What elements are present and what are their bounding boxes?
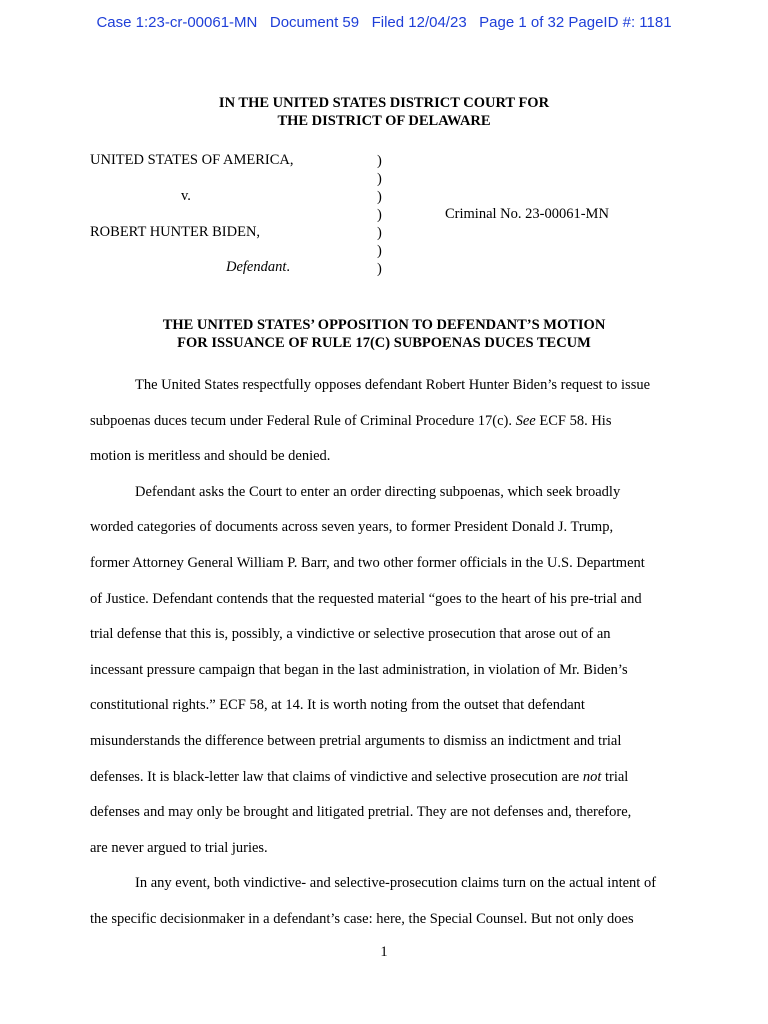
body-text-run: subpoenas duces tecum under Federal Rule of Criminal Procedure 17(c). xyxy=(90,412,516,429)
caption-paren-column xyxy=(377,152,382,278)
court-heading-line-1: IN THE UNITED STATES DISTRICT COURT FOR xyxy=(218,95,550,111)
caption-paren: ) xyxy=(377,261,382,277)
document-title-line-2: FOR ISSUANCE OF RULE 17(C) SUBPOENAS DUCES TECUM xyxy=(177,335,591,351)
court-heading-line-2: THE DISTRICT OF DELAWARE xyxy=(277,113,491,129)
caption-defendant-name: ROBERT HUNTER BIDEN, xyxy=(90,224,261,240)
ecf-filing-header: Case 1:23-cr-00061-MN Document 59 Filed 12/04/23 Page 1 of 32 PageID #: 1181 xyxy=(96,14,672,31)
body-line: incessant pressure campaign that began in the last administration, in violation of Mr. Biden’s xyxy=(90,661,628,678)
caption-paren: ) xyxy=(377,153,382,169)
court-heading xyxy=(0,94,768,130)
body-line: are never argued to trial juries. xyxy=(90,839,268,856)
caption-defendant-period: . xyxy=(286,259,291,275)
criminal-case-number: Criminal No. 23-00061-MN xyxy=(445,206,609,222)
caption-defendant-word: Defendant xyxy=(226,259,287,275)
emphasis-not: not xyxy=(582,768,602,785)
case-caption xyxy=(90,152,690,282)
document-title-line-1: THE UNITED STATES’ OPPOSITION TO DEFENDANT’S MOTION xyxy=(162,317,606,333)
page-number: 1 xyxy=(380,944,388,960)
caption-paren: ) xyxy=(377,207,382,223)
see-signal: See xyxy=(515,412,536,429)
caption-paren: ) xyxy=(377,171,382,187)
body-line: of Justice. Defendant contends that the requested material “goes to the heart of his pre-trial and xyxy=(90,590,642,607)
body-line xyxy=(90,760,680,796)
body-line: Defendant asks the Court to enter an order directing subpoenas, which seek broadly xyxy=(135,483,621,500)
body-text-run: trial xyxy=(601,768,629,785)
body-line xyxy=(90,404,680,440)
caption-plaintiff: UNITED STATES OF AMERICA, xyxy=(90,152,294,168)
body-text xyxy=(90,368,680,938)
body-line: misunderstands the difference between pretrial arguments to dismiss an indictment and trial xyxy=(90,732,622,749)
body-line: constitutional rights.” ECF 58, at 14. It is worth noting from the outset that defendant xyxy=(90,697,585,714)
caption-versus: v. xyxy=(181,188,191,204)
caption-paren: ) xyxy=(377,189,382,205)
body-line: In any event, both vindictive- and selective-prosecution claims turn on the actual intent of xyxy=(135,875,657,892)
body-line: worded categories of documents across seven years, to former President Donald J. Trump, xyxy=(90,519,614,536)
caption-paren: ) xyxy=(377,243,382,259)
caption-paren: ) xyxy=(377,225,382,241)
body-line: defenses and may only be brought and litigated pretrial. They are not defenses and, therefore, xyxy=(90,804,632,821)
body-line: the specific decisionmaker in a defendant’s case: here, the Special Counsel. But not only does xyxy=(90,910,634,927)
body-text-run: ECF 58. His xyxy=(535,412,612,429)
body-text-run: defenses. It is black-letter law that claims of vindictive and selective prosecution are xyxy=(90,768,583,785)
body-line: The United States respectfully opposes defendant Robert Hunter Biden’s request to issue xyxy=(135,377,651,393)
body-line: motion is meritless and should be denied. xyxy=(90,448,331,465)
caption-defendant-label xyxy=(226,259,290,276)
document-title xyxy=(0,316,768,352)
body-line: trial defense that this is, possibly, a vindictive or selective prosecution that arose out of an xyxy=(90,626,611,643)
body-line: former Attorney General William P. Barr, and two other former officials in the U.S. Department xyxy=(90,554,645,571)
